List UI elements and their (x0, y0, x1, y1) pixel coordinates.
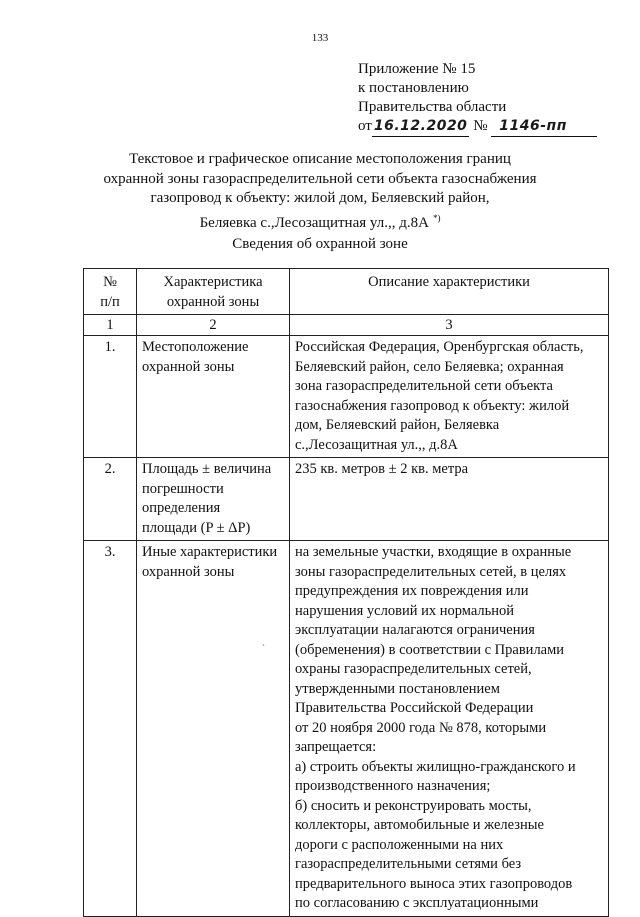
row-number: 1. (84, 336, 137, 458)
row-number: 2. (84, 458, 137, 541)
row-description: на земельные участки, входящие в охранные зоны газораспределительных сетей, в целях предупреждения их повреждения или нарушения условий их нормальной эксплуатации налагаются ограничения (обременения) в соответствии с Правилами охраны газораспределительных сетей, утвержденными постановлением Правительства Российской Федерации от 20 ноября 2000 года № 878, которыми запрещается: а) строить объекты жилищно-гражданского и производственного назначения; б) сносить и реконструировать мосты, коллекторы, автомобильные и железные дороги с расположенными на них газораспределительными сетями без предварительного выноса этих газопроводов по согласованию с эксплуатационными (290, 541, 609, 917)
appendix-line-1: Приложение № 15 (358, 61, 476, 77)
row-characteristic: Местоположение охранной зоны (137, 336, 290, 458)
appendix-line-2: к постановлению (358, 80, 469, 96)
handwritten-number: 1146-пп (491, 117, 597, 137)
index-cell: 2 (137, 315, 290, 336)
header-description: Описание характеристики (290, 269, 609, 315)
footnote-mark: *) (432, 212, 441, 223)
row-description: 235 кв. метров ± 2 кв. метра (290, 458, 609, 541)
table-row (84, 541, 609, 917)
appendix-line-3: Правительства области (358, 99, 507, 115)
title-line-3: газопровод к объекту: жилой дом, Беляевский район, (150, 190, 490, 206)
title-line-1: Текстовое и графическое описание местоположения границ (129, 151, 511, 167)
appendix-block (358, 60, 597, 137)
from-label: от (358, 118, 372, 134)
row-characteristic: Площадь ± величина погрешности определения площади (P ± ΔP) (137, 458, 290, 541)
table-index-row (84, 315, 609, 336)
section-title: Сведения об охранной зоне (232, 236, 408, 252)
number-label: № (473, 118, 488, 134)
row-number: 3. (84, 541, 137, 917)
row-characteristic: Иные характеристики охранной зоны (137, 541, 290, 917)
table-header-row (84, 269, 609, 315)
document-title (0, 150, 640, 233)
header-characteristic: Характеристика охранной зоны (137, 269, 290, 315)
appendix-date-line (358, 117, 597, 137)
title-line-4-text: Беляевка с.,Лесозащитная ул.,, д.8А (199, 214, 429, 231)
handwritten-date: 16.12.2020 (372, 117, 470, 137)
protection-zone-table (83, 268, 609, 917)
header-num: № п/п (84, 269, 137, 315)
row-description: Российская Федерация, Оренбургская область, Беляевский район, село Беляевка; охранная зона газораспределительной сети объекта газоснабжения газопровод к объекту: жилой дом, Беляевский район, Беляевка с.,Лесозащитная ул.,, д.8А (290, 336, 609, 458)
scan-artifact-mark: ˎ (262, 636, 265, 646)
index-cell: 1 (84, 315, 137, 336)
title-line-2: охранной зоны газораспределительной сети объекта газоснабжения (103, 170, 537, 187)
index-cell: 3 (290, 315, 609, 336)
title-line-4 (0, 209, 640, 234)
page-number: 133 (311, 32, 329, 44)
table-row (84, 336, 609, 458)
table-row (84, 458, 609, 541)
